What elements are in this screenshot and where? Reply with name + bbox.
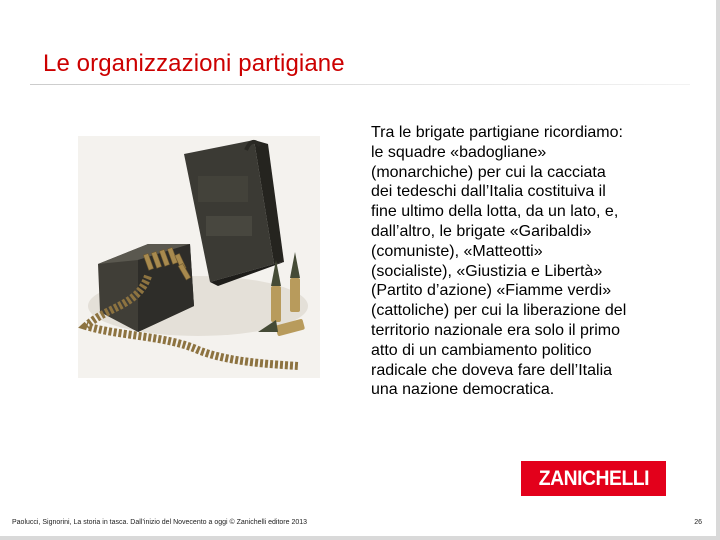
body-line: (socialiste), «Giustizia e Libertà» (371, 262, 603, 280)
body-line: fine ultimo della lotta, da un lato, e, (371, 203, 619, 221)
body-line: dall’altro, le brigate «Garibaldi» (371, 222, 592, 240)
title-divider (30, 84, 690, 85)
body-line: le squadre «badogliane» (371, 143, 547, 161)
page-number: 26 (694, 519, 702, 526)
body-line: radicale che doveva fare dell’Italia (371, 361, 613, 379)
slide-title: Le organizzazioni partigiane (43, 50, 345, 77)
ammunition-photo (78, 136, 320, 378)
body-line: una nazione democratica. (371, 381, 555, 399)
body-line: atto di un cambiamento politico (371, 341, 592, 359)
body-line: (monarchiche) per cui la cacciata (371, 163, 606, 181)
zanichelli-logo (521, 461, 666, 496)
footer-credit: Paolucci, Signorini, La storia in tasca. Dall’inizio del Novecento a oggi © Zanichelli editore 2013 (12, 519, 308, 526)
body-text (371, 123, 671, 400)
body-line: Tra le brigate partigiane ricordiamo: (371, 124, 623, 141)
body-line: (Partito d’azione) «Fiamme verdi» (371, 282, 612, 300)
body-line: dei tedeschi dall’Italia costituiva il (371, 183, 606, 201)
body-line: (cattoliche) per cui la liberazione del (371, 302, 627, 320)
body-line: (comuniste), «Matteotti» (371, 242, 543, 260)
body-line: territorio nazionale era solo il primo (371, 321, 620, 339)
logo-text: ZANICHELLI (538, 466, 649, 490)
